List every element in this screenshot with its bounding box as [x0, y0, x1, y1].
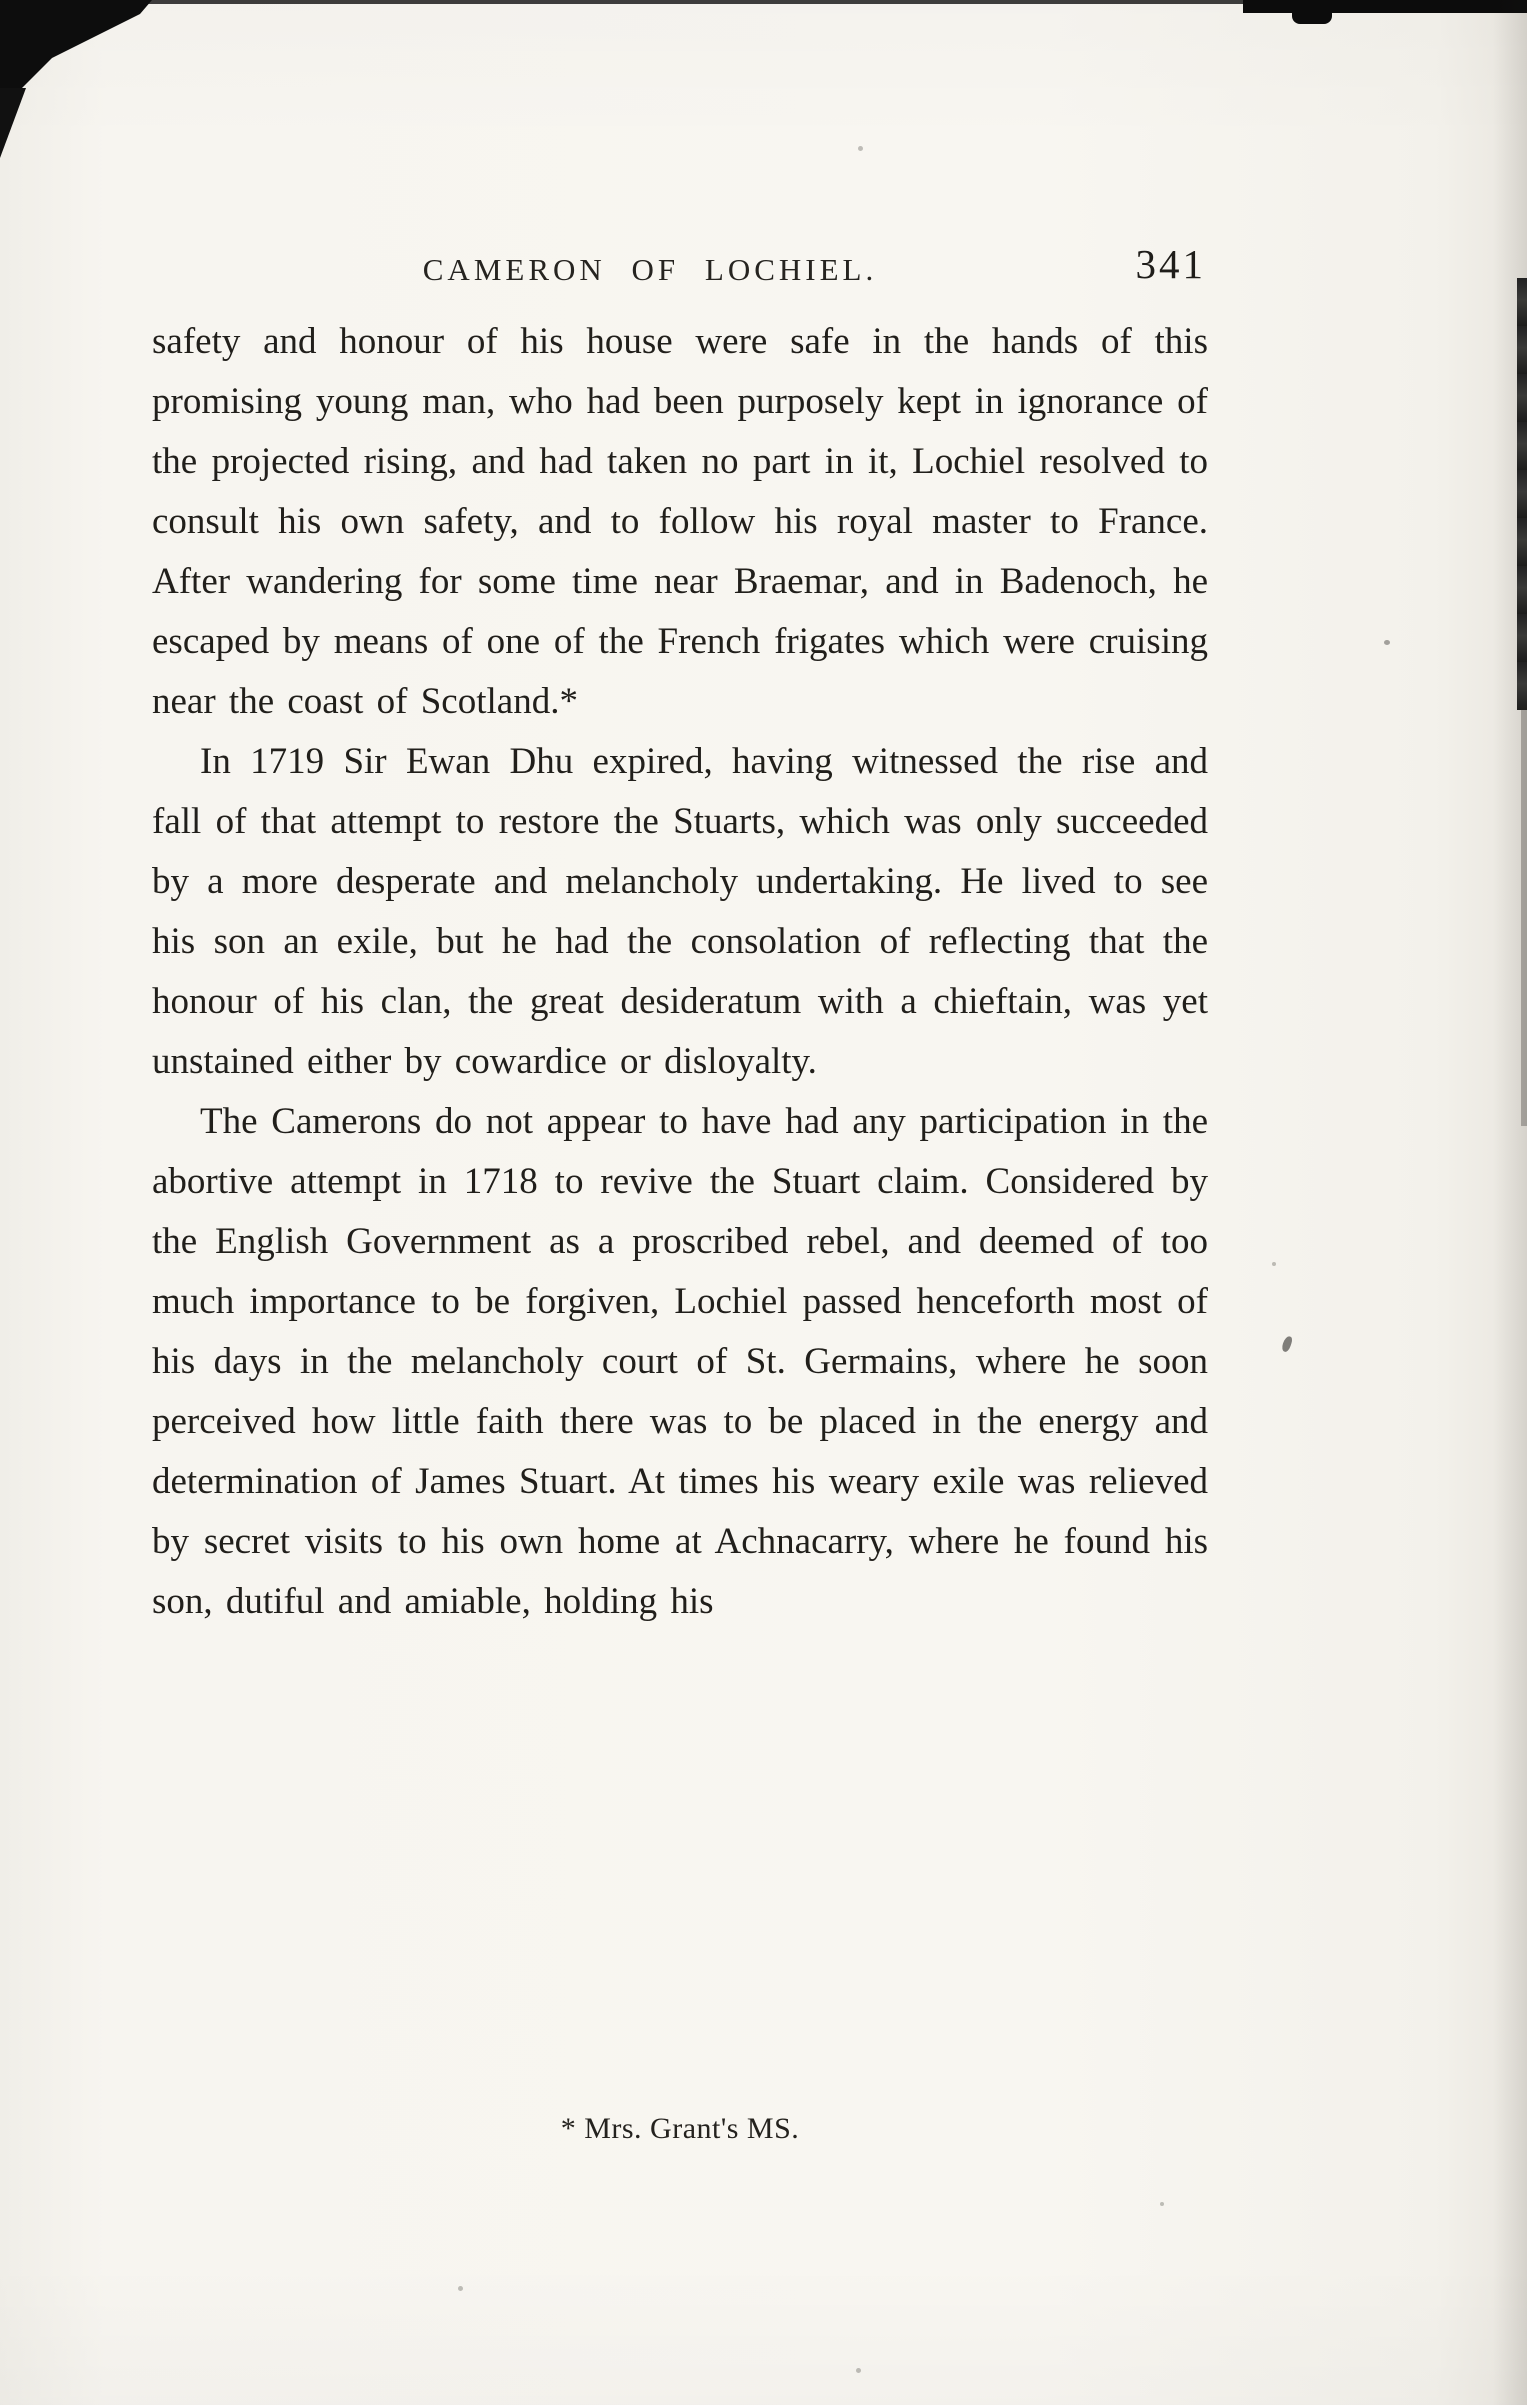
scan-artifact-corner-spike: [0, 88, 26, 158]
scan-artifact-speckle: [856, 2368, 861, 2373]
scan-artifact-right-edge-dark-strip: [1517, 278, 1527, 710]
page-body: [152, 312, 1208, 1632]
scan-artifact-speckle: [458, 2286, 463, 2291]
scan-artifact-right-edge-faint-strip: [1521, 706, 1527, 1126]
paragraph: In 1719 Sir Ewan Dhu expired, having witnessed the rise and fall of that attempt to restore the Stuarts, which was only succeeded by a more desperate and melancholy undertaking. He lived to see his son an exile, but he had the consolation of reflecting that the honour of his clan, the great desideratum with a chieftain, was yet unstained either by cowardice or disloyalty.: [152, 741, 1208, 1082]
scan-artifact-top-left-corner: [0, 0, 160, 150]
scan-artifact-speckle: [1160, 2202, 1164, 2206]
footnote: * Mrs. Grant's MS.: [560, 2112, 800, 2145]
paragraph-continuation: safety and honour of his house were safe in the hands of this promising young man, who had been purposely kept in ignorance of the projected rising, and had taken no part in it, Lochiel resolved to consult his own safety, and to follow his royal master to France. After wandering for some time near Braemar, and in Badenoch, he escaped by means of one of the French frigates which were cruising near the coast of Scotland.*: [152, 321, 1208, 722]
scan-artifact-speckle: [1272, 1262, 1276, 1266]
scan-artifact-speckle: [858, 146, 863, 151]
scan-artifact-ink-mark: [1281, 1335, 1294, 1353]
scan-artifact-speckle: [1384, 640, 1390, 645]
page-number: 341: [1135, 241, 1206, 287]
paragraph: The Camerons do not appear to have had any participation in the abortive attempt in 1718 to revive the Stuart claim. Considered by the English Government as a proscribed rebel, and deemed of too much importance to be forgiven, Lochiel passed henceforth most of his days in the melancholy court of St. Germains, where he soon perceived how little faith there was to be placed in the energy and determination of James Stuart. At times his weary exile was relieved by secret visits to his own home at Achnacarry, where he found his son, dutiful and amiable, holding his: [152, 1101, 1208, 1622]
scan-artifact-top-right-bar: [1243, 0, 1527, 13]
scan-artifact-top-right-blob: [1292, 0, 1332, 24]
page-header: [152, 241, 1208, 296]
running-title: CAMERON OF LOCHIEL.: [422, 252, 878, 287]
